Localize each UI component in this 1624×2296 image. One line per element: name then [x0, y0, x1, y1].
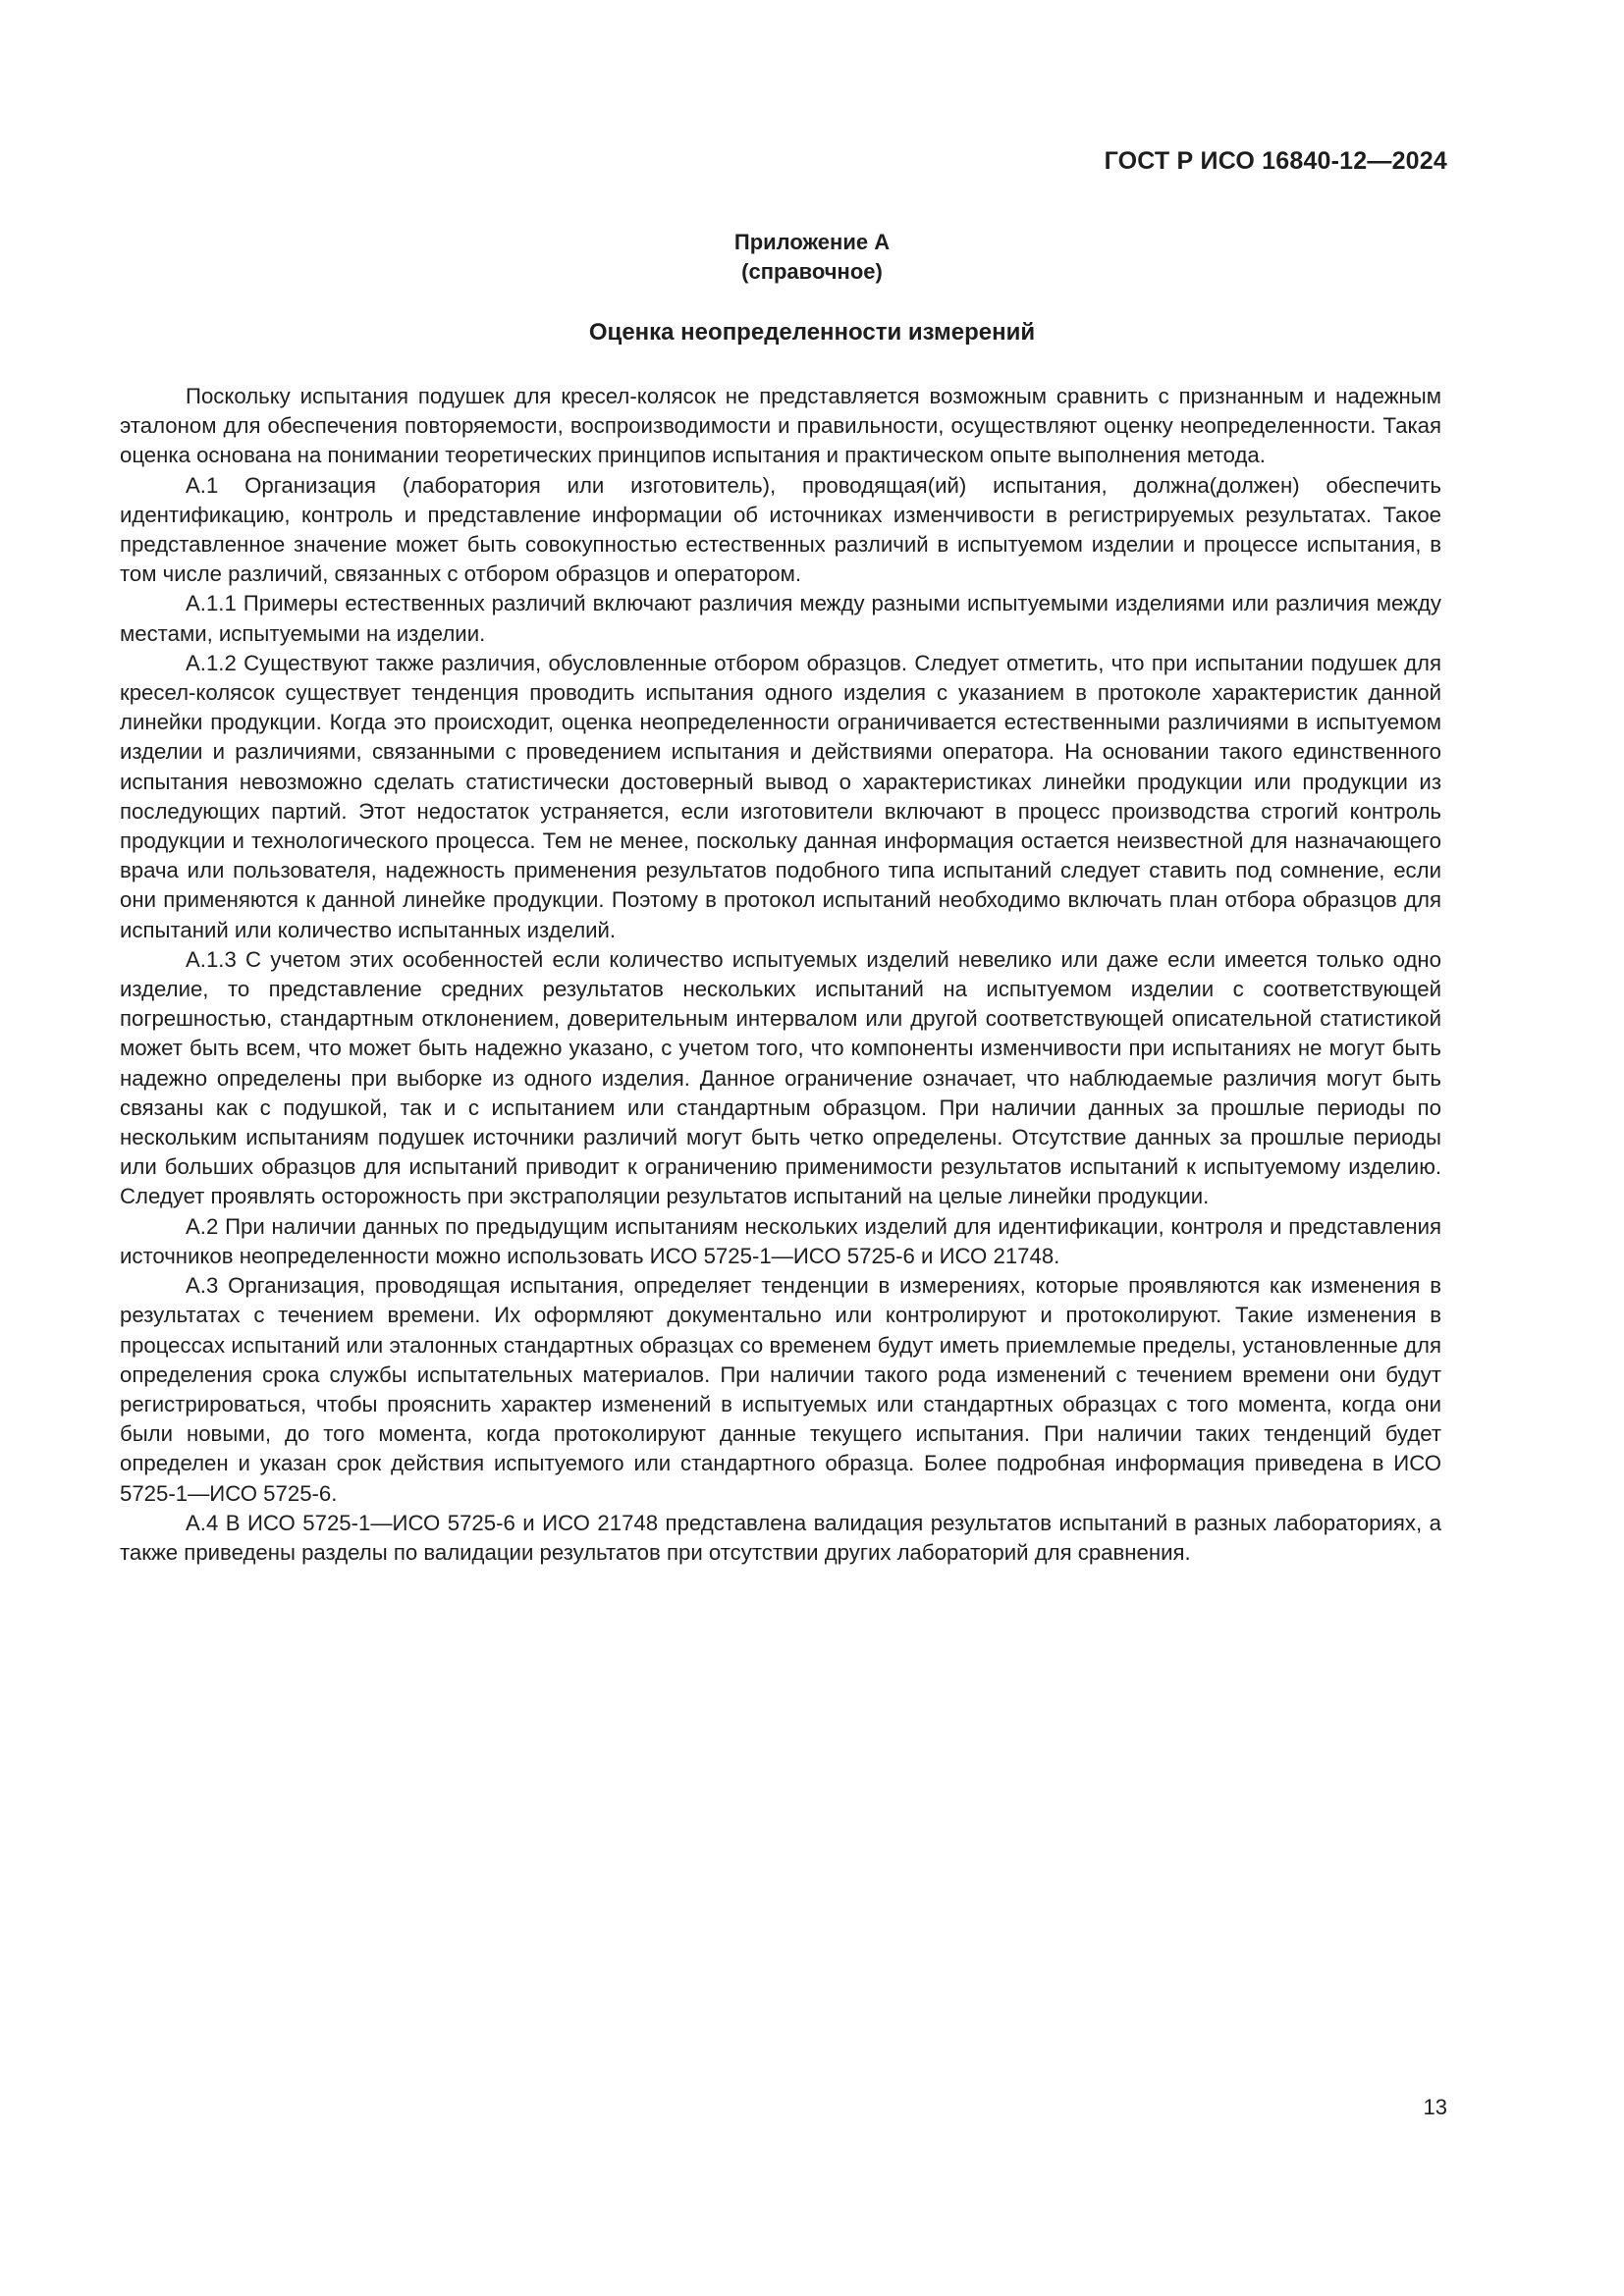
annex-status: (справочное) — [741, 259, 883, 284]
paragraph-a3: А.3 Организация, проводящая испытания, определяет тенденции в измерениях, которые проявляются как изменения в результатах с течением времени. Их оформляют документально или контролируют и протоколируют. Такие изменения в процессах испытаний или эталонных стандартных образцах со временем будут иметь приемлемые пределы, установленные для определения срока службы испытательных материалов. При наличии такого рода изменений с течением времени они будут регистрироваться, чтобы прояснить характер изменений в испытуемых или стандартных образцах с того момента, когда они были новыми, до того момента, когда протоколируют данные текущего испытания. При наличии таких тенденций будет определен и указан срок действия испытуемого или стандартного образца. Более подробная информация приведена в ИСО 5725-1—ИСО 5725-6. — [120, 1273, 1441, 1506]
annex-title: Приложение А — [733, 230, 891, 254]
paragraph-a1: А.1 Организация (лаборатория или изготовитель), проводящая(ий) испытания, должна(должен) обеспечить идентификацию, контроль и представление информации об источниках изменчивости в регистрируемых результатах. Такое представленное значение может быть совокупностью естественных различий в испытуемом изделии и процессе испытания, в том числе различий, связанных с отбором образцов и оператором. — [120, 472, 1441, 587]
paragraph-a2: А.2 При наличии данных по предыдущим испытаниям нескольких изделий для идентификации, контроля и представления источников неопределенности можно использовать ИСО 5725-1—ИСО 5725-6 и ИСО 21748. — [120, 1213, 1441, 1268]
paragraph-intro: Поскольку испытания подушек для кресел-колясок не представляется возможным сравнить с признанным и надежным эталоном для обеспечения повторяемости, воспроизводимости и правильности, осуществляют оценку неопределенности. Такая оценка основана на понимании теоретических принципов испытания и практическом опыте выполнения метода. — [120, 384, 1441, 468]
paragraph-a1-1: А.1.1 Примеры естественных различий включают различия между разными испытуемыми изделиями или различия между местами, испытуемыми на изделии. — [120, 591, 1441, 646]
paragraph-a4: А.4 В ИСО 5725-1—ИСО 5725-6 и ИСО 21748 представлена валидация результатов испытаний в разных лабораториях, а также приведены разделы по валидации результатов при отсутствии других лабораторий для сравнения. — [120, 1510, 1441, 1565]
page-number: 13 — [1423, 2095, 1447, 2119]
body-text — [120, 382, 1441, 1568]
document-number: ГОСТ Р ИСО 16840-12—2024 — [1104, 147, 1447, 175]
annex-heading — [0, 228, 1624, 287]
section-title: Оценка неопределенности измерений — [588, 319, 1036, 346]
paragraph-a1-3: А.1.3 С учетом этих особенностей если количество испытуемых изделий невелико или даже если имеется только одно изделие, то представление средних результатов нескольких испытаний на испытуемом изделии с соответствующей погрешностью, стандартным отклонением, доверительным интервалом или другой соответствующей описательной статистикой может быть всем, что может быть надежно указано, с учетом того, что компоненты изменчивости при испытаниях не могут быть надежно определены при выборке из одного изделия. Данное ограничение означает, что наблюдаемые различия могут быть связаны как с подушкой, так и с испытанием или стандартным образцом. При наличии данных за прошлые периоды по нескольким испытаниям подушек источники различий могут быть четко определены. Отсутствие данных за прошлые периоды или больших образцов для испытаний приводит к ограничению применимости результатов испытаний к испытуемому изделию. Следует проявлять осторожность при экстраполяции результатов испытаний на целые линейки продукции. — [120, 946, 1441, 1209]
paragraph-a1-2: А.1.2 Существуют также различия, обусловленные отбором образцов. Следует отметить, что при испытании подушек для кресел-колясок существует тенденция проводить испытания одного изделия с указанием в протоколе характеристик данной линейки продукции. Когда это происходит, оценка неопределенности ограничивается естественными различиями в испытуемом изделии и различиями, связанными с проведением испытания и действиями оператора. На основании такого единственного испытания невозможно сделать статистически достоверный вывод о характеристиках линейки продукции или продукции из последующих партий. Этот недостаток устраняется, если изготовители включают в процесс производства строгий контроль продукции и технологического процесса. Тем не менее, поскольку данная информация остается неизвестной для назначающего врача или пользователя, надежность применения результатов подобного типа испытаний следует ставить под сомнение, если они применяются к данной линейке продукции. Поэтому в протокол испытаний необходимо включать план отбора образцов для испытаний или количество испытанных изделий. — [120, 650, 1441, 942]
